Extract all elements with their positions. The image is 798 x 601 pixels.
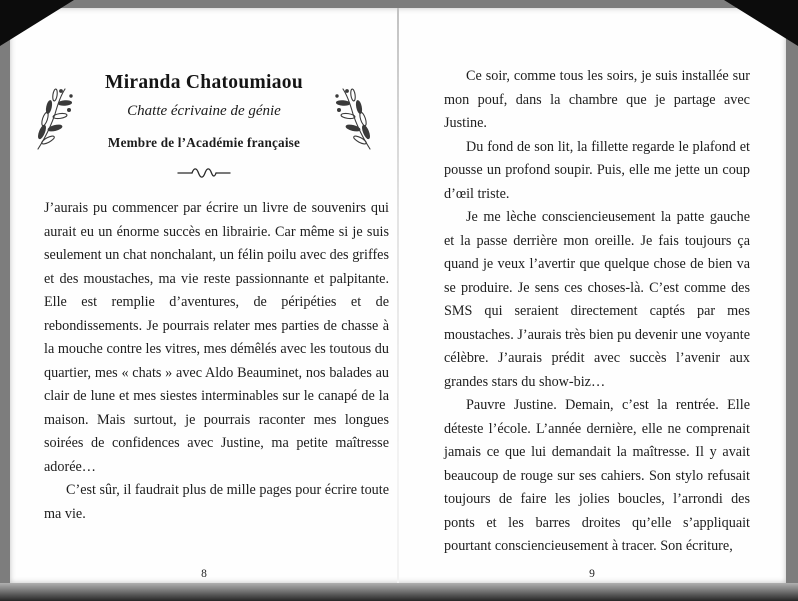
olive-branch-right-icon: [318, 86, 374, 152]
scan-bottom-edge: [0, 583, 798, 601]
page-body: [44, 197, 389, 526]
paragraph: J’aurais pu commencer par écrire un livre de souvenirs qui aurait eu un énorme succès en librairie. Car même si je suis seulement un chat nonchalant, un félin poilu avec des griffes et des moustaches, ma vie reste passionnante et palpitante. Elle est remplie d’aventures, de péripéties et de rebondissements. Je pourrais relater mes parties de chasse à la mouche contre les vitres, mes démêlés avec les toutous du quartier, mes « chats » avec Aldo Beauminet, nos balades au clair de lune et mes siestes interminables sur le canapé de la maison. Mais surtout, je pourrais raconter mes longues soirées de confidences avec Justine, ma petite maîtresse adorée…: [44, 200, 389, 475]
chapter-title: Miranda Chatoumiaou: [104, 72, 303, 93]
book-spread: [10, 8, 786, 583]
olive-branch-left-icon: [34, 86, 90, 152]
left-page: [10, 8, 398, 583]
page-curl-corner-top-right-icon: [724, 0, 798, 46]
page-number: 8: [201, 568, 207, 580]
chapter-subtitle: Chatte écrivaine de génie: [127, 103, 281, 119]
right-page: [398, 8, 786, 583]
paragraph: Ce soir, comme tous les soirs, je suis installée sur mon pouf, dans la chambre que je partage avec Justine.: [444, 68, 750, 131]
page-number: 9: [589, 568, 595, 580]
paragraph: C’est sûr, il faudrait plus de mille pages pour écrire toute ma vie.: [44, 482, 389, 522]
page-curl-corner-top-left-icon: [0, 0, 74, 46]
chapter-header: [10, 72, 398, 151]
paragraph: Du fond de son lit, la fillette regarde le plafond et pousse un profond soupir. Puis, elle me jette un coup d’œil triste.: [444, 138, 750, 202]
chapter-affiliation: Membre de l’Académie française: [107, 135, 301, 150]
paragraph: Pauvre Justine. Demain, c’est la rentrée. Elle déteste l’école. L’année dernière, elle ne comprenait jamais ce que lui demandait la maîtresse. Il y avait beaucoup de rouge sur ses cahiers. Son stylo refusait toujours de faire les jolies boucles, l’arrondi des ponts et les barres droites qu’elle s’appliquait pourtant consciencieusement à tracer. Son écriture,: [444, 397, 750, 554]
paragraph: Je me lèche consciencieusement la patte gauche et la passe derrière mon oreille. Je fais toujours ça quand je veux l’avertir que quelque chose de bien va se produire. Je sens ces choses-là. C’est comme des SMS qui seraient directement captés par mes moustaches. J’aurais très bien pu devenir une voyante célèbre. J’aurais prédit avec succès l’avenir aux grandes stars du show-biz…: [444, 209, 750, 390]
page-body: [444, 65, 750, 559]
squiggle-divider-icon: [10, 166, 398, 180]
